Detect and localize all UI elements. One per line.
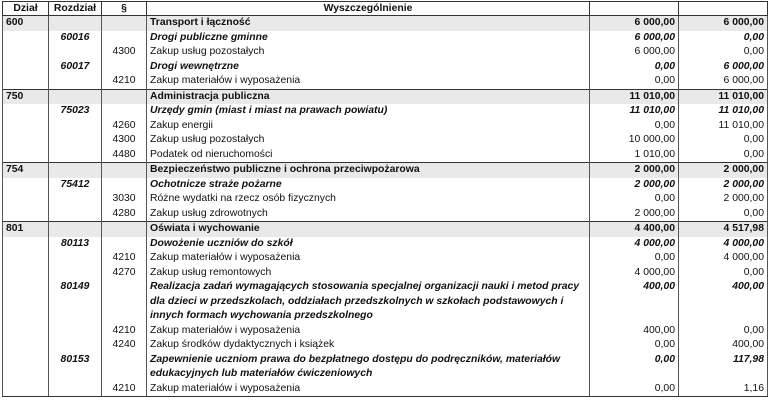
value-2-cell: 2 000,00: [679, 178, 768, 193]
paragraph-cell: 4210: [102, 382, 147, 397]
value-2-cell: 6 000,00: [679, 16, 768, 31]
dzial-cell: [3, 207, 49, 222]
value-1-cell: 0,00: [590, 192, 679, 207]
dzial-cell: 801: [3, 222, 49, 237]
description-cell: Zakup środków dydaktycznych i książek: [147, 338, 590, 353]
paragraph-row: [3, 133, 768, 148]
value-2-cell: 11 010,00: [679, 89, 768, 104]
dzial-cell: [3, 31, 49, 46]
paragraph-row: [3, 382, 768, 397]
value-2-cell: 0,00: [679, 207, 768, 222]
paragraph-row: [3, 119, 768, 134]
description-cell: Podatek od nieruchomości: [147, 148, 590, 163]
rozdzial-cell: [49, 251, 102, 266]
header-rozdzial: Rozdział: [49, 2, 102, 16]
paragraph-cell: [102, 280, 147, 324]
paragraph-cell: [102, 222, 147, 237]
paragraph-cell: 3030: [102, 192, 147, 207]
dzial-row: [3, 16, 768, 31]
paragraph-row: [3, 251, 768, 266]
value-2-cell: 0,00: [679, 324, 768, 339]
paragraph-cell: [102, 31, 147, 46]
paragraph-cell: [102, 60, 147, 75]
paragraph-row: [3, 192, 768, 207]
paragraph-cell: [102, 89, 147, 104]
paragraph-cell: 4270: [102, 266, 147, 281]
value-1-cell: 6 000,00: [590, 16, 679, 31]
dzial-cell: 750: [3, 89, 49, 104]
dzial-row: [3, 163, 768, 178]
rozdzial-cell: 80149: [49, 280, 102, 324]
paragraph-cell: 4300: [102, 45, 147, 60]
dzial-cell: [3, 119, 49, 134]
value-2-cell: 11 010,00: [679, 119, 768, 134]
rozdzial-cell: [49, 163, 102, 178]
dzial-cell: [3, 266, 49, 281]
value-1-cell: 0,00: [590, 74, 679, 89]
rozdzial-cell: [49, 382, 102, 397]
description-cell: Różne wydatki na rzecz osób fizycznych: [147, 192, 590, 207]
dzial-cell: [3, 324, 49, 339]
rozdzial-cell: [49, 16, 102, 31]
dzial-cell: [3, 192, 49, 207]
rozdzial-row: [3, 353, 768, 382]
rozdzial-cell: [49, 207, 102, 222]
description-cell: Zakup materiałów i wyposażenia: [147, 324, 590, 339]
paragraph-row: [3, 266, 768, 281]
value-2-cell: 2 000,00: [679, 192, 768, 207]
value-1-cell: 11 010,00: [590, 104, 679, 119]
value-2-cell: 4 000,00: [679, 237, 768, 252]
dzial-cell: [3, 148, 49, 163]
value-2-cell: 1,16: [679, 382, 768, 397]
description-cell: Zapewnienie uczniom prawa do bezpłatnego dostępu do podręczników, materiałów edukacyjnych lub materiałów ćwiczeniowych: [147, 353, 590, 382]
value-2-cell: 0,00: [679, 148, 768, 163]
description-cell: Zakup usług zdrowotnych: [147, 207, 590, 222]
description-cell: Transport i łączność: [147, 16, 590, 31]
description-cell: Zakup materiałów i wyposażenia: [147, 74, 590, 89]
rozdzial-cell: [49, 45, 102, 60]
value-1-cell: 2 000,00: [590, 178, 679, 193]
rozdzial-cell: [49, 89, 102, 104]
description-cell: Realizacja zadań wymagających stosowania specjalnej organizacji nauki i metod pracy dla dzieci w przedszkolach, oddziałach przedszkolnych w szkołach podstawowych i innych formach wychowania przedszkolnego: [147, 280, 590, 324]
header-wyszczegolnienie: Wyszczególnienie: [147, 2, 590, 16]
dzial-cell: [3, 237, 49, 252]
value-2-cell: 2 000,00: [679, 163, 768, 178]
dzial-cell: 754: [3, 163, 49, 178]
paragraph-row: [3, 324, 768, 339]
dzial-cell: [3, 45, 49, 60]
rozdzial-cell: 60016: [49, 31, 102, 46]
description-cell: Bezpieczeństwo publiczne i ochrona przeciwpożarowa: [147, 163, 590, 178]
value-2-cell: 6 000,00: [679, 60, 768, 75]
description-cell: Urzędy gmin (miast i miast na prawach powiatu): [147, 104, 590, 119]
paragraph-cell: [102, 237, 147, 252]
rozdzial-cell: 75023: [49, 104, 102, 119]
paragraph-cell: 4210: [102, 324, 147, 339]
paragraph-cell: 4260: [102, 119, 147, 134]
header-value-1: [590, 2, 679, 16]
dzial-cell: [3, 382, 49, 397]
description-cell: Drogi publiczne gminne: [147, 31, 590, 46]
value-2-cell: 0,00: [679, 45, 768, 60]
description-cell: Zakup usług pozostałych: [147, 45, 590, 60]
paragraph-cell: [102, 353, 147, 382]
paragraph-cell: [102, 178, 147, 193]
value-2-cell: 117,98: [679, 353, 768, 382]
dzial-row: [3, 89, 768, 104]
rozdzial-cell: [49, 74, 102, 89]
dzial-cell: [3, 280, 49, 324]
value-2-cell: 11 010,00: [679, 104, 768, 119]
dzial-cell: [3, 60, 49, 75]
dzial-cell: [3, 353, 49, 382]
value-2-cell: 400,00: [679, 338, 768, 353]
paragraph-cell: [102, 163, 147, 178]
paragraph-row: [3, 148, 768, 163]
rozdzial-cell: 80153: [49, 353, 102, 382]
value-1-cell: 400,00: [590, 324, 679, 339]
dzial-cell: [3, 251, 49, 266]
paragraph-row: [3, 338, 768, 353]
paragraph-cell: 4240: [102, 338, 147, 353]
dzial-row: [3, 222, 768, 237]
value-2-cell: 0,00: [679, 31, 768, 46]
header-paragraf: §: [102, 2, 147, 16]
rozdzial-cell: [49, 222, 102, 237]
description-cell: Ochotnicze straże pożarne: [147, 178, 590, 193]
description-cell: Administracja publiczna: [147, 89, 590, 104]
paragraph-cell: 4280: [102, 207, 147, 222]
rozdzial-cell: [49, 324, 102, 339]
value-1-cell: 0,00: [590, 119, 679, 134]
value-2-cell: 4 517,98: [679, 222, 768, 237]
paragraph-cell: 4210: [102, 74, 147, 89]
dzial-cell: [3, 104, 49, 119]
description-cell: Zakup materiałów i wyposażenia: [147, 382, 590, 397]
value-1-cell: 2 000,00: [590, 207, 679, 222]
rozdzial-cell: 75412: [49, 178, 102, 193]
value-1-cell: 10 000,00: [590, 133, 679, 148]
rozdzial-cell: [49, 133, 102, 148]
value-1-cell: 4 400,00: [590, 222, 679, 237]
rozdzial-row: [3, 280, 768, 324]
rozdzial-row: [3, 178, 768, 193]
description-cell: Dowożenie uczniów do szkół: [147, 237, 590, 252]
table-header-row: [3, 2, 768, 16]
table-body: [3, 16, 768, 397]
value-1-cell: 2 000,00: [590, 163, 679, 178]
header-value-2: [679, 2, 768, 16]
dzial-cell: [3, 74, 49, 89]
rozdzial-row: [3, 104, 768, 119]
rozdzial-cell: [49, 338, 102, 353]
budget-table: [2, 1, 768, 397]
description-cell: Zakup energii: [147, 119, 590, 134]
value-1-cell: 0,00: [590, 251, 679, 266]
paragraph-cell: 4480: [102, 148, 147, 163]
rozdzial-row: [3, 60, 768, 75]
paragraph-row: [3, 45, 768, 60]
value-1-cell: 4 000,00: [590, 237, 679, 252]
value-1-cell: 6 000,00: [590, 31, 679, 46]
paragraph-cell: [102, 16, 147, 31]
description-cell: Drogi wewnętrzne: [147, 60, 590, 75]
rozdzial-cell: 60017: [49, 60, 102, 75]
value-1-cell: 1 010,00: [590, 148, 679, 163]
paragraph-cell: 4300: [102, 133, 147, 148]
value-1-cell: 4 000,00: [590, 266, 679, 281]
value-1-cell: 0,00: [590, 60, 679, 75]
paragraph-cell: 4210: [102, 251, 147, 266]
description-cell: Zakup materiałów i wyposażenia: [147, 251, 590, 266]
dzial-cell: [3, 133, 49, 148]
value-1-cell: 11 010,00: [590, 89, 679, 104]
dzial-cell: 600: [3, 16, 49, 31]
value-2-cell: 0,00: [679, 266, 768, 281]
paragraph-row: [3, 74, 768, 89]
value-2-cell: 400,00: [679, 280, 768, 324]
value-1-cell: 400,00: [590, 280, 679, 324]
dzial-cell: [3, 338, 49, 353]
paragraph-row: [3, 207, 768, 222]
header-dzial: Dział: [3, 2, 49, 16]
paragraph-cell: [102, 104, 147, 119]
value-1-cell: 0,00: [590, 338, 679, 353]
rozdzial-row: [3, 237, 768, 252]
value-1-cell: 0,00: [590, 382, 679, 397]
dzial-cell: [3, 178, 49, 193]
value-2-cell: 6 000,00: [679, 74, 768, 89]
rozdzial-cell: [49, 119, 102, 134]
rozdzial-cell: [49, 148, 102, 163]
rozdzial-row: [3, 31, 768, 46]
value-2-cell: 0,00: [679, 133, 768, 148]
value-2-cell: 4 000,00: [679, 251, 768, 266]
description-cell: Zakup usług remontowych: [147, 266, 590, 281]
value-1-cell: 0,00: [590, 353, 679, 382]
rozdzial-cell: 80113: [49, 237, 102, 252]
description-cell: Zakup usług pozostałych: [147, 133, 590, 148]
rozdzial-cell: [49, 192, 102, 207]
description-cell: Oświata i wychowanie: [147, 222, 590, 237]
value-1-cell: 6 000,00: [590, 45, 679, 60]
rozdzial-cell: [49, 266, 102, 281]
